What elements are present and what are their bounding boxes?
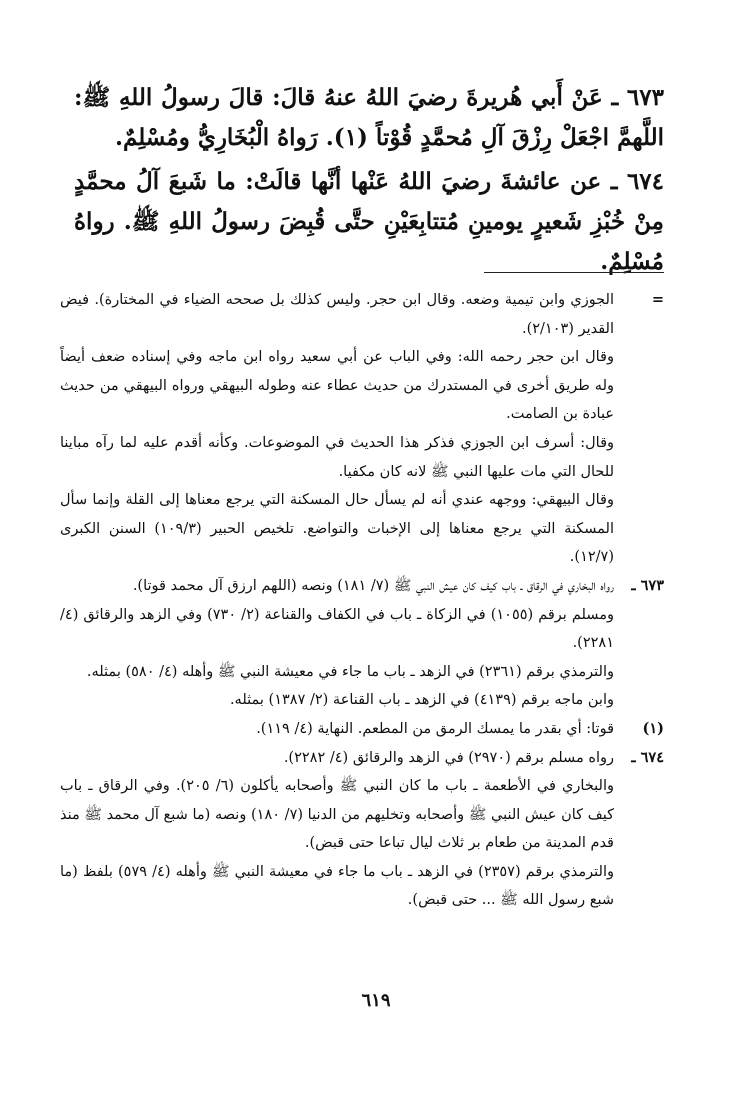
hadith-674 xyxy=(74,162,664,282)
footnote-text: قوتا: أي بقدر ما يمسك الرمق من المطعم. النهاية (٤/ ١١٩). xyxy=(256,720,614,737)
footnote-text: وقال البيهقي: ووجهه عندي أنه لم يسأل حال المسكنة التي يرجع معناها إلى القلة وإنما سأل المسكنة التي يرجع معناها إلى الإخبات والتواضع. تلخيص الحبير (١٠٩/٣) السنن الكبرى (١٢/٧). xyxy=(60,492,614,566)
footnote-divider xyxy=(484,272,664,273)
footnote xyxy=(60,658,664,687)
footnote xyxy=(60,772,664,858)
footnote xyxy=(60,486,664,572)
hadith-number: ٦٧٤ ـ xyxy=(610,168,665,195)
footnote-marker: = xyxy=(651,291,664,308)
footnote-marker: ٦٧٣ ـ xyxy=(631,576,664,594)
footnote-text: وقال ابن حجر رحمه الله: وفي الباب عن أبي سعيد رواه ابن ماجه وفي إسناده ضعف أيضاً وله طريق أخرى في المستدرك من حديث عطاء عنه وطوله البيهقي ورواه البيهقي من حديث عبادة بن الصامت. xyxy=(60,349,614,423)
footnote-text: وابن ماجه برقم (٤١٣٩) في الزهد ـ باب القناعة (٢/ ١٣٨٧) بمثله. xyxy=(229,692,614,709)
footnote xyxy=(60,744,664,773)
footnote-text: وقال: أسرف ابن الجوزي فذكر هذا الحديث في الموضوعات. وكأنه أقدم عليه لما رآه مباينا للحال التي مات عليها النبي ﷺ لانه كان مكفيا. xyxy=(60,434,614,480)
hadith-text: عَنْ أَبي هُريرةَ رضيَ اللهُ عنهُ قالَ: قالَ رسولُ اللهِ ﷺ: اللَّهمَّ اجْعَلْ رِزْقَ آلِ مُحمَّدٍ قُوْتاً (١). رَواهُ الْبُخَارِيُّ ومُسْلِمٌ. xyxy=(74,84,664,151)
footnote-text: الجوزي وابن تيمية وضعه. وقال ابن حجر. وليس كذلك بل صححه الضياء في المختارة). فيض القدير (٢/١٠٣). xyxy=(60,292,614,337)
footnote-text: رواه مسلم برقم (٢٩٧٠) في الزهد والرقائق (٤/ ٢٢٨٢). xyxy=(283,749,614,766)
page-number: ٦١٩ xyxy=(361,990,391,1011)
hadith-673 xyxy=(74,78,664,158)
footnote-text: والترمذي برقم (٢٣٦١) في الزهد ـ باب ما جاء في معيشة النبي ﷺ وأهله (٤/ ٥٨٠) بمثله. xyxy=(86,663,614,680)
footnote-marker: ٦٧٤ ـ xyxy=(631,748,664,766)
hadith-text: عن عائشةَ رضيَ اللهُ عَنْها أنَّها قالَتْ: ما شَبعَ آلُ محمَّدٍ مِنْ خُبْزِ شَعيرٍ يومينِ مُتتابِعَيْنِ حتَّى قُبِضَ رسولُ اللهِ ﷺ. رواهُ مُسْلِمٌ. xyxy=(74,168,664,275)
footnote xyxy=(60,686,664,715)
footnote xyxy=(60,286,664,343)
footnotes-section xyxy=(60,286,664,915)
footnote xyxy=(60,429,664,486)
footnote-text: والبخاري في الأطعمة ـ باب ما كان النبي ﷺ وأصحابه يأكلون (٦/ ٢٠٥). وفي الرقاق ـ باب كيف كان عيش النبي ﷺ وأصحابه وتخليهم من الدنيا (٧/ ١٨٠) ونصه (ما شبع آل محمد ﷺ منذ قدم المدينة من طعام بر ثلاث ليال تباعا حتى قبض). xyxy=(60,778,615,852)
footnote xyxy=(60,715,664,744)
footnote xyxy=(60,572,664,601)
footnote xyxy=(60,858,664,915)
footnote-text: والترمذي برقم (٢٣٥٧) في الزهد ـ باب ما جاء في معيشة النبي ﷺ وأهله (٤/ ٥٧٩) بلفظ (ما شبع رسول الله ﷺ ... حتى قبض). xyxy=(60,863,615,909)
footnote xyxy=(60,343,664,429)
footnote-marker: (١) xyxy=(642,719,664,737)
footnote-text: ومسلم برقم (١٠٥٥) في الزكاة ـ باب في الكفاف والقناعة (٢/ ٧٣٠) وفي الزهد والرقائق (٤/ ٢٢٨١). xyxy=(60,606,615,652)
hadith-number: ٦٧٣ ـ xyxy=(611,84,664,111)
footnote xyxy=(60,601,664,658)
footnote-text: رواه البخاري في الرقاق ـ باب كيف كان عيش النبي ﷺ (٧/ ١٨١) ونصه (اللهم ارزق آل محمد قوتا). xyxy=(132,577,614,594)
